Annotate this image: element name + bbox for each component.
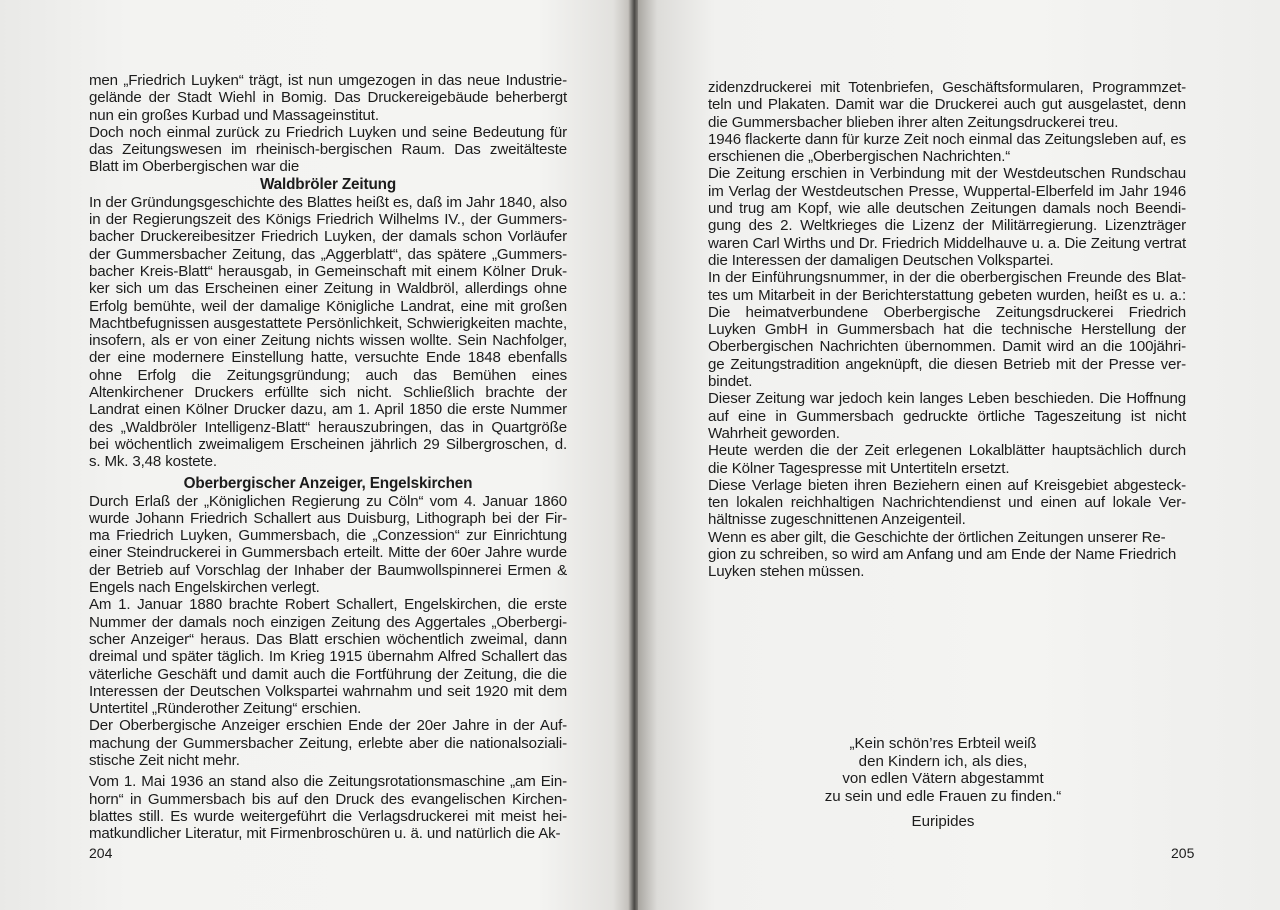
paragraph: zidenzdruckerei mit Totenbriefen, Geschäftsformularen, Programmzet- teln und Plakaten. Damit war die Druckerei auch gut ausgelastet, denn die Gummersbacher blieben ihrer alten Zeitungsdruckerei treu. [708, 79, 1186, 131]
paragraph: Heute werden die der Zeit erlegenen Lokalblätter hauptsächlich durch die Kölner Tagespresse mit Untertiteln ersetzt. [708, 442, 1186, 477]
left-page [0, 0, 632, 910]
quote-line: von edlen Vätern abgestammt [842, 770, 1044, 787]
paragraph: In der Gründungsgeschichte des Blattes heißt es, daß im Jahr 1840, also in der Regierungszeit des Königs Friedrich Wilhelms IV., der Gummers- bacher Druckereibesitzer Friedrich Luyken, der damals schon Vorläufer der Gummersbacher Zeitung, das „Aggerblatt“, das spätere „Gummers- bacher Kreis-Blatt“ herausgab, in Gemeinschaft mit einem Kölner Druk- ker sich um das Erscheinen einer Zeitung in Waldbröl, allerdings ohne Erfolg bemühte, weil der damalige Königliche Landrat, eine mit großen Machtbefugnissen ausgestattete Persönlichkeit, Schwierigkeiten machte, insofern, als er von einer Zeitung nichts wissen wollte. Sein Nachfolger, der eine modernere Einstellung hatte, versuchte Ende 1848 ebenfalls ohne Erfolg die Zeitungsgründung; auch das Bemühen eines Altenkirchener Druckers erfüllte sich nicht. Schließlich brachte der Landrat einen Kölner Drucker dazu, am 1. April 1850 die erste Nummer des „Waldbröler Intelligenz-Blatt“ herauszubringen, das in Quartgröße bei wöchentlich zweimaligem Erscheinen jährlich 29 Silbergroschen, d. s. Mk. 3,48 kostete. [89, 193, 567, 471]
quote-line: den Kindern ich, als dies, [858, 752, 1028, 770]
paragraph: Doch noch einmal zurück zu Friedrich Luyken und seine Bedeutung für das Zeitungswesen im rheinisch-bergischen Raum. Das zweitälteste Blatt im Oberbergischen war die [89, 123, 567, 176]
paragraph: Der Oberbergische Anzeiger erschien Ende der 20er Jahre in der Auf- machung der Gummersbacher Zeitung, erlebte aber die nationalsoziali- stische Zeit nicht mehr. [89, 717, 567, 769]
paragraph: Am 1. Januar 1880 brachte Robert Schallert, Engelskirchen, die erste Nummer der damals noch einzigen Zeitung des Aggertales „Oberbergi- scher Anzeiger“ heraus. Das Blatt erschien wöchentlich zweimal, dann dreimal und später täglich. Im Krieg 1915 übernahm Alfred Schallert das väterliche Geschäft und damit auch die Fortführung der Zeitung, die die Interessen der Deutschen Volkspartei wahrnahm und seit 1920 mit dem Untertitel „Ründerother Zeitung“ erschien. [89, 596, 567, 718]
paragraph: Die Zeitung erschien in Verbindung mit der Westdeutschen Rundschau im Verlag der Westdeutschen Presse, Wuppertal-Elberfeld im Jahr 1946 und trug am Kopf, wie alle deutschen Zeitungen damals noch Beendi- gung des 2. Weltkrieges die Lizenz der Militärregierung. Lizenzträger waren Carl Wirths und Dr. Friedrich Middelhauve u. a. Die Zeitung vertrat die Interessen der damaligen Deutschen Volkspartei. [708, 165, 1186, 269]
paragraph: Dieser Zeitung war jedoch kein langes Leben beschieden. Die Hoffnung auf eine in Gummersbach gedruckte örtliche Tageszeitung ist nicht Wahrheit geworden. [708, 390, 1186, 442]
quote-author: Euripides [911, 813, 975, 830]
paragraph: 1946 flackerte dann für kurze Zeit noch einmal das Zeitungsleben auf, es erschienen die „Oberbergischen Nachrichten.“ [708, 130, 1186, 166]
paragraph: Vom 1. Mai 1936 an stand also die Zeitungsrotationsmaschine „am Ein- horn“ in Gummersbach bis auf den Druck des evangelischen Kirchen- blattes still. Es wurde weitergeführt die Verlagsdruckerei mit meist hei- matkundlicher Literatur, mit Firmenbroschüren u. ä. und natürlich die Ak- [89, 773, 567, 843]
quote-line: zu sein und edle Frauen zu finden.“ [824, 787, 1062, 805]
left-page-text [89, 72, 567, 842]
paragraph: In der Einführungsnummer, in der die oberbergischen Freunde des Blat- tes um Mitarbeit in der Berichterstattung gebeten wurden, heißt es u. a.: Die heimatverbundene Oberbergische Zeitungsdruckerei Friedrich Luyken GmbH in Gummersbach hat die technische Herstellung der Oberbergischen Nachrichten übernommen. Damit wird an die 100jähri- ge Zeitungstradition angeknüpft, die diesen Betrieb mit der Presse ver- bindet. [708, 269, 1186, 391]
paragraph: men „Friedrich Luyken“ trägt, ist nun umgezogen in das neue Industrie- gelände der Stadt Wiehl in Bomig. Das Druckereigebäude beherbergt nun ein großes Kurbad und Massageinstitut. [89, 72, 567, 124]
section-heading-oberbergischer-anzeiger: Oberbergischer Anzeiger, Engelskirchen [183, 474, 473, 492]
epigraph-quote [778, 735, 1108, 831]
paragraph: Diese Verlage bieten ihren Beziehern einen auf Kreisgebiet abgesteck- ten lokalen reichhaltigen Nachrichtendienst und einen auf lokale Ver- hältnisse zugeschnittenen Anzeigenteil. [708, 476, 1186, 529]
right-page-text [708, 79, 1186, 581]
page-number: 205 [1171, 845, 1195, 861]
quote-line: „Kein schön’res Erbteil weiß [849, 735, 1037, 752]
section-heading-waldbroeler-zeitung: Waldbröler Zeitung [259, 175, 397, 193]
paragraph: Wenn es aber gilt, die Geschichte der örtlichen Zeitungen unserer Re- gion zu schreiben, so wird am Anfang und am Ende der Name Friedrich Luyken stehen müssen. [708, 528, 1177, 581]
page-number: 204 [89, 845, 113, 861]
paragraph: Durch Erlaß der „Königlichen Regierung zu Cöln“ vom 4. Januar 1860 wurde Johann Friedrich Schallert aus Duisburg, Lithograph bei der Fir- ma Friedrich Luyken, Gummersbach, die „Conzession“ zur Einrichtung einer Steindruckerei in Gummersbach erteilt. Mitte der 60er Jahre wurde der Betrieb auf Vorschlag der Inhaber der Baumwollspinnerei Ermen & Engels nach Engelskirchen verlegt. [89, 492, 567, 597]
right-page [638, 0, 1280, 910]
